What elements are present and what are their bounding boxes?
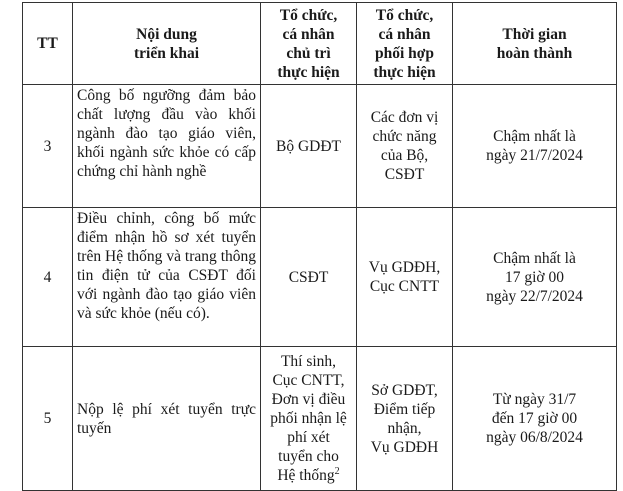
table-row	[23, 208, 617, 347]
header-host: Tổ chức, cá nhân chủ trì thực hiện	[261, 3, 357, 85]
header-content: Nội dung triển khai	[73, 3, 261, 85]
row-content: Nộp lệ phí xét tuyển trực tuyến	[73, 347, 261, 491]
row-coordinator: Sở GDĐT, Điểm tiếp nhận, Vụ GDĐH	[357, 347, 453, 491]
row-coordinator: Các đơn vị chức năng của Bộ, CSĐT	[357, 85, 453, 208]
row-tt: 5	[23, 347, 73, 491]
header-deadline: Thời gian hoàn thành	[453, 3, 617, 85]
row-deadline: Từ ngày 31/7 đến 17 giờ 00 ngày 06/8/2024	[453, 347, 617, 491]
row-deadline: Chậm nhất là ngày 21/7/2024	[453, 85, 617, 208]
row-content: Điều chỉnh, công bố mức điểm nhận hồ sơ xét tuyển trên Hệ thống và trang thông tin điện tử của CSĐT đối với ngành đào tạo giáo viên và sức khỏe (nếu có).	[73, 208, 261, 347]
row-host-cell	[261, 347, 357, 491]
row-host: Thí sinh, Cục CNTT, Đơn vị điều phối nhận lệ phí xét tuyển cho Hệ thống	[270, 353, 347, 484]
row-tt: 3	[23, 85, 73, 208]
table-row	[23, 347, 617, 491]
row-host: CSĐT	[261, 208, 357, 347]
table-header-row	[23, 3, 617, 85]
row-coordinator: Vụ GDĐH, Cục CNTT	[357, 208, 453, 347]
header-coordinator: Tổ chức, cá nhân phối hợp thực hiện	[357, 3, 453, 85]
row-content: Công bố ngưỡng đảm bảo chất lượng đầu vào khối ngành đào tạo giáo viên, khối ngành sức khỏe có cấp chứng chỉ hành nghề	[73, 85, 261, 208]
row-tt: 4	[23, 208, 73, 347]
row-host: Bộ GDĐT	[261, 85, 357, 208]
footnote-marker: 2	[334, 465, 340, 477]
schedule-table	[22, 2, 617, 491]
table-row	[23, 85, 617, 208]
row-deadline: Chậm nhất là 17 giờ 00 ngày 22/7/2024	[453, 208, 617, 347]
header-tt: TT	[23, 3, 73, 85]
